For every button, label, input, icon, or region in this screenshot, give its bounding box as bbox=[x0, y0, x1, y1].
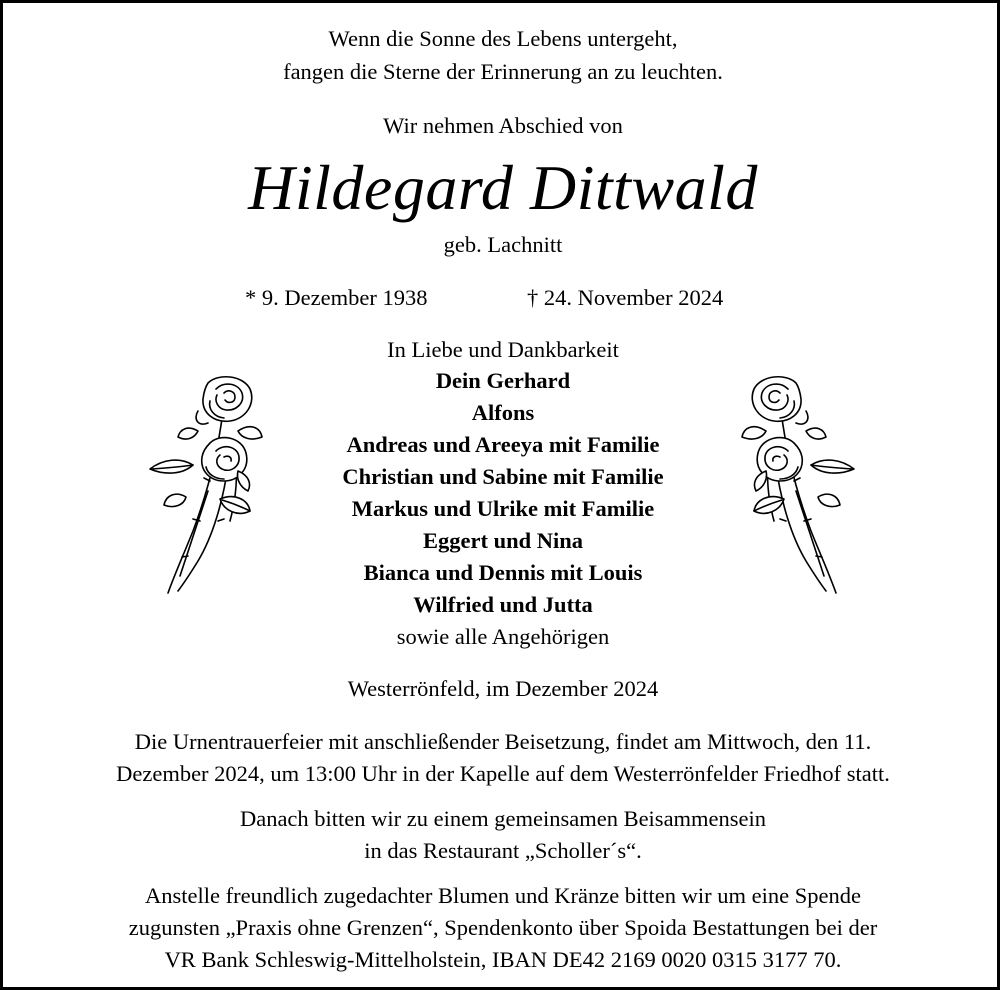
gathering-line-2: in das Restaurant „Scholler´s“. bbox=[364, 838, 642, 863]
place-date: Westerrönfeld, im Dezember 2024 bbox=[347, 676, 659, 701]
deceased-name: Hildegard Dittwald bbox=[248, 152, 758, 223]
intro-line-1: Wenn die Sonne des Lebens untergeht, bbox=[328, 26, 678, 51]
mourner-name: Eggert und Nina bbox=[422, 528, 584, 553]
ceremony-line-2: Dezember 2024, um 13:00 Uhr in der Kapelle auf dem Westerrönfelder Friedhof statt. bbox=[116, 761, 890, 786]
birth-name: geb. Lachnitt bbox=[443, 232, 563, 257]
mourners-outro: sowie alle Angehörigen bbox=[396, 624, 610, 649]
rose-bouquet-icon bbox=[741, 371, 866, 596]
mourner-name: Wilfried und Jutta bbox=[413, 592, 593, 617]
mourner-name: Dein Gerhard bbox=[435, 368, 571, 393]
mourner-name: Alfons bbox=[471, 400, 535, 425]
death-date: † 24. November 2024 bbox=[527, 285, 724, 310]
ceremony-line-1: Die Urnentrauerfeier mit anschließender Beisetzung, findet am Mittwoch, den 11. bbox=[134, 729, 872, 754]
gathering-line-1: Danach bitten wir zu einem gemeinsamen Beisammensein bbox=[239, 806, 767, 831]
mourner-name: Markus und Ulrike mit Familie bbox=[351, 496, 655, 521]
donation-line-3: VR Bank Schleswig-Mittelholstein, IBAN DE42 2169 0020 0315 3177 70. bbox=[164, 947, 842, 972]
birth-date: * 9. Dezember 1938 bbox=[245, 285, 428, 310]
donation-line-2: zugunsten „Praxis ohne Grenzen“, Spendenkonto über Spoida Bestattungen bei der bbox=[128, 915, 878, 940]
intro-line-2: fangen die Sterne der Erinnerung an zu leuchten. bbox=[283, 59, 723, 84]
mourner-name: Bianca und Dennis mit Louis bbox=[363, 560, 643, 585]
rose-bouquet-icon bbox=[138, 371, 263, 596]
donation-line-1: Anstelle freundlich zugedachter Blumen und Kränze bitten wir um eine Spende bbox=[144, 883, 861, 908]
mourner-name: Christian und Sabine mit Familie bbox=[342, 464, 664, 489]
mourners-intro: In Liebe und Dankbarkeit bbox=[387, 337, 619, 362]
mourner-name: Andreas und Areeya mit Familie bbox=[346, 432, 660, 457]
farewell-text: Wir nehmen Abschied von bbox=[383, 113, 623, 138]
